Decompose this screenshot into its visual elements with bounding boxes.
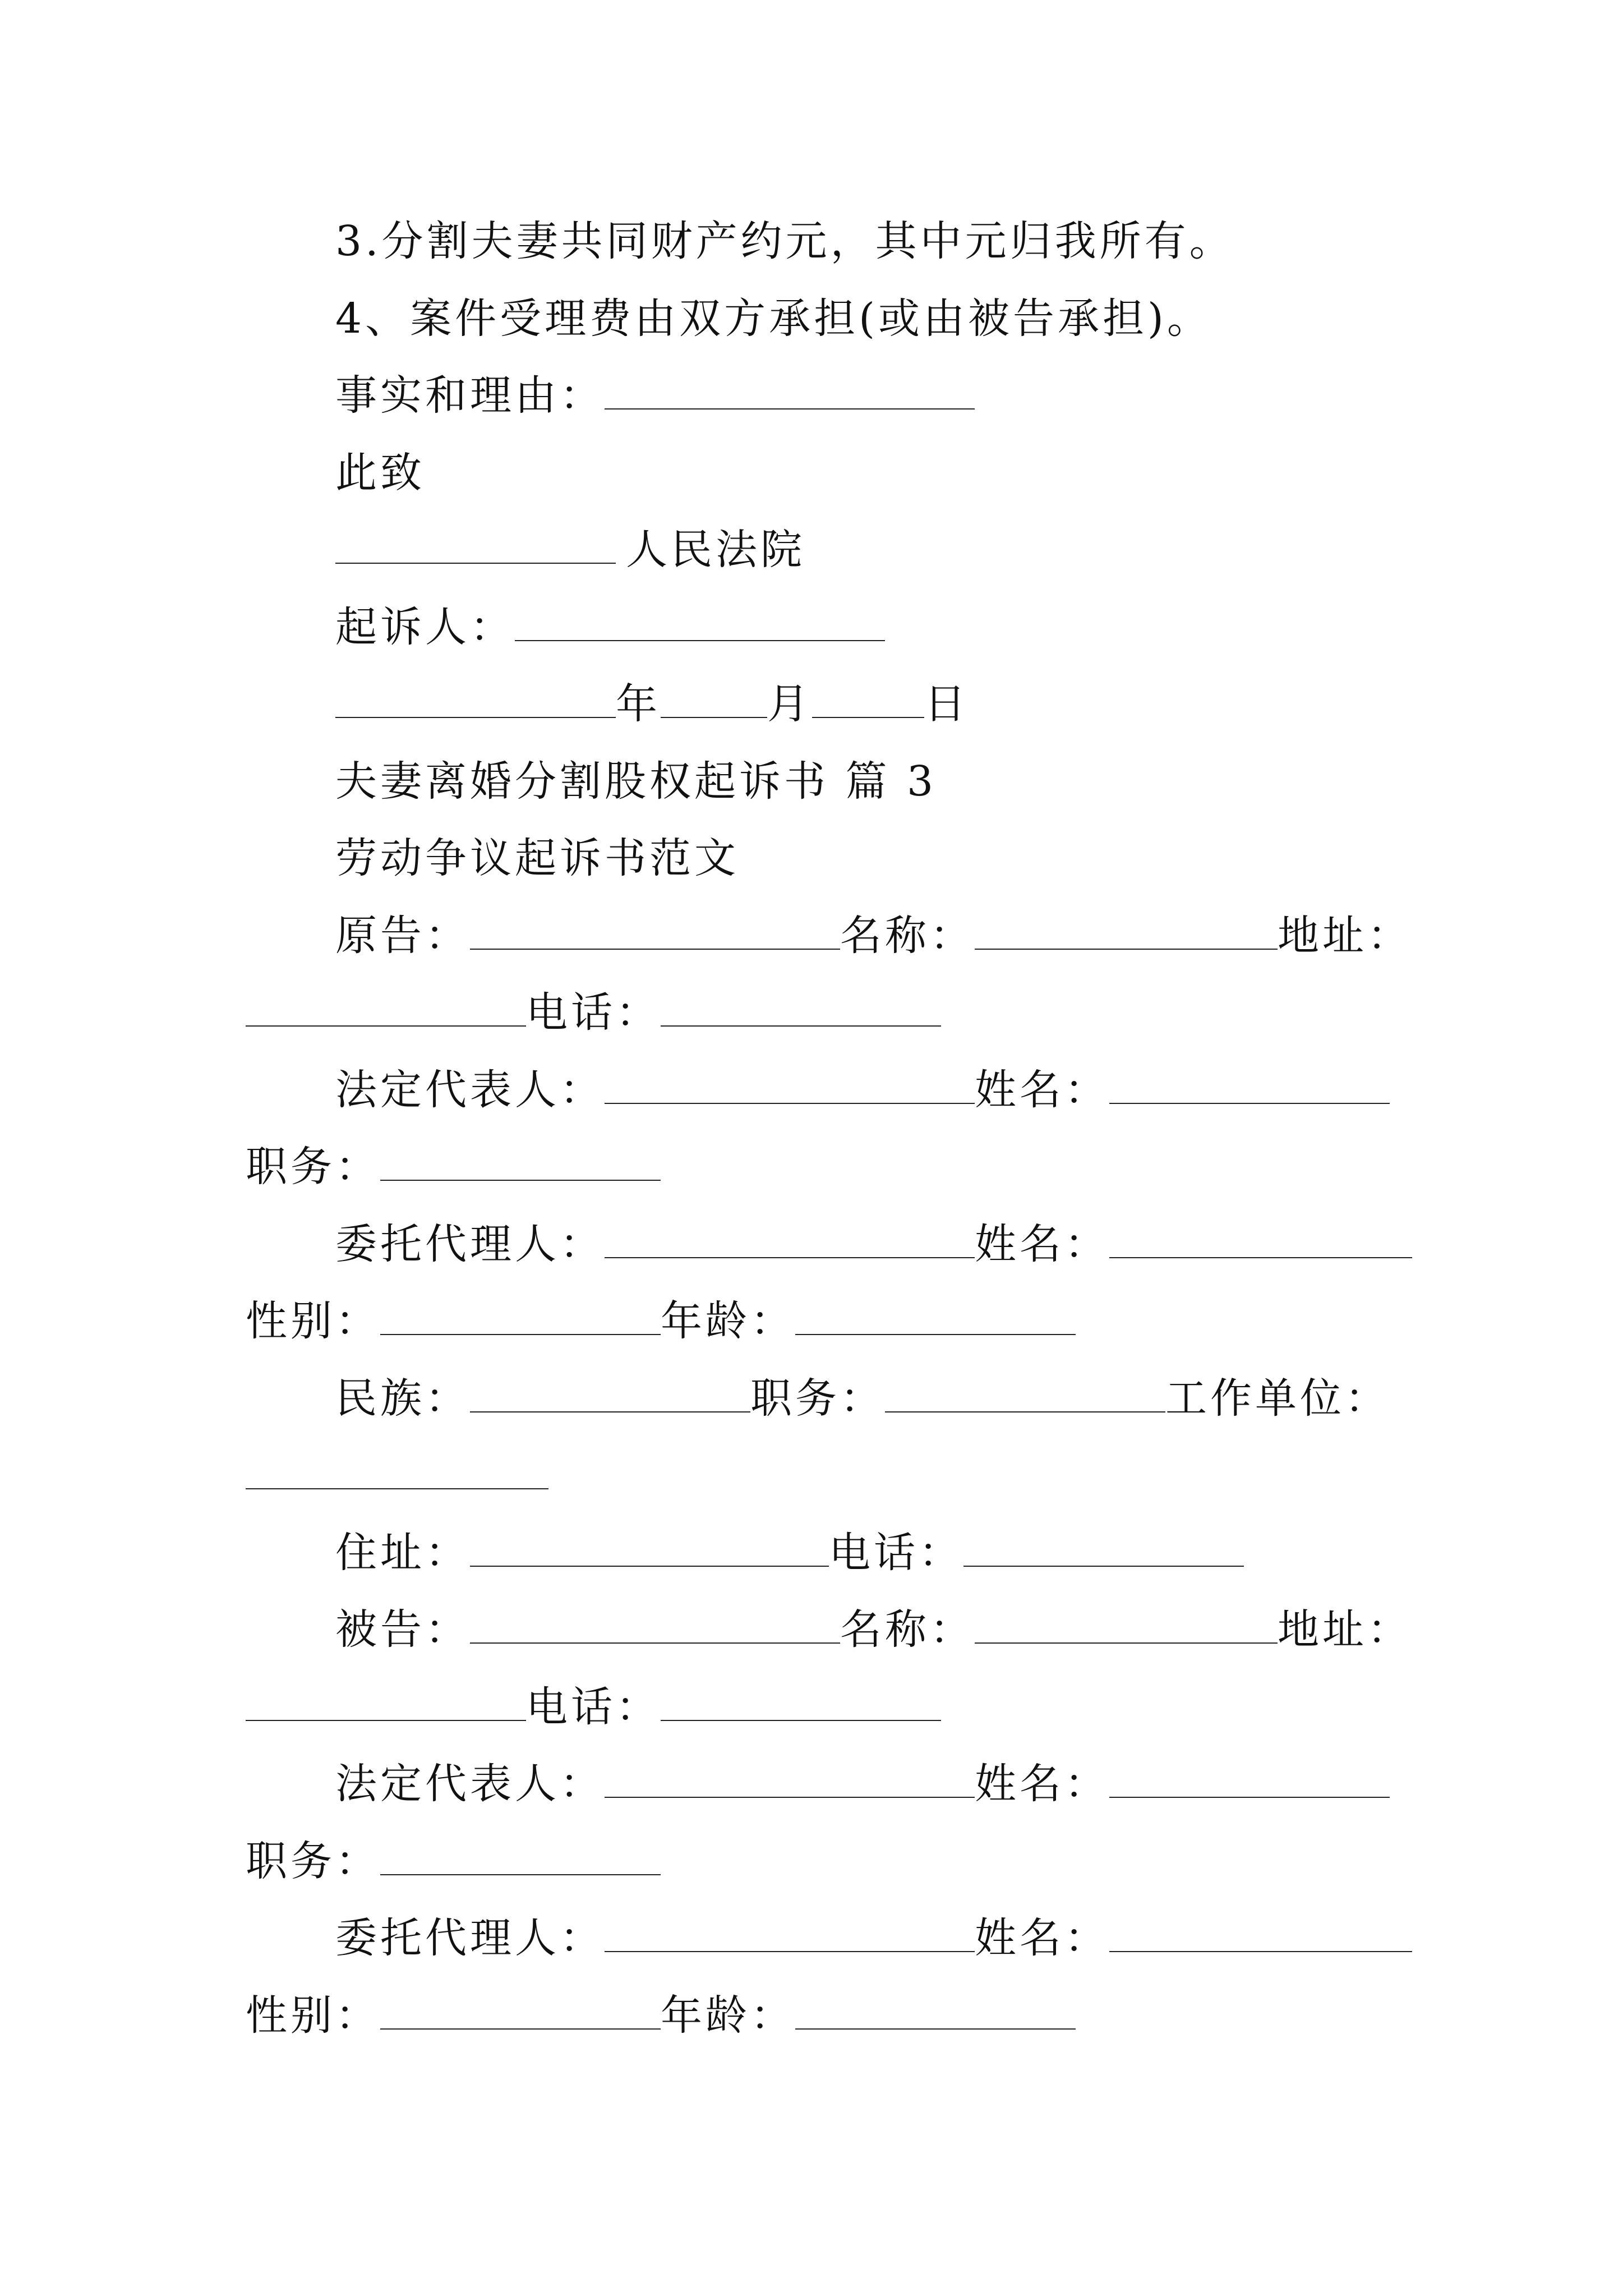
plaintiff-agent-row [335,1211,1412,1278]
day-label: 日 [924,680,969,728]
defendant-legal-rep-row [335,1750,1390,1818]
defendant-agent-name-label: 姓名： [975,1914,1109,1962]
plaintiff-signature-row [335,593,885,661]
plaintiff-gender-blank [380,1299,661,1335]
plaintiff-gender-age-row [246,1287,1076,1355]
defendant-phone-row [246,1673,941,1741]
defendant-phone-label: 电话： [526,1683,661,1731]
month-blank [661,682,767,718]
plaintiff-legal-rep-row [335,1056,1390,1124]
plaintiff-agent-name-blank [1109,1222,1412,1258]
date-row [335,670,969,738]
facts-and-reasons-row [335,362,975,429]
section-heading [335,748,937,815]
defendant-person-name-blank [1109,1762,1390,1798]
plaintiff-name-label: 名称： [840,912,975,960]
plaintiff-residence-label: 住址： [335,1529,470,1577]
plaintiff-legal-rep-label: 法定代表人： [335,1066,605,1114]
defendant-gender-blank [380,1994,661,2030]
plaintiff-legal-rep-blank [605,1068,975,1104]
defendant-phone-blank [661,1685,941,1721]
plaintiff-ethnicity-label: 民族： [335,1374,470,1423]
year-blank [335,682,616,718]
section-heading-text: 夫妻离婚分割股权起诉书 篇 3 [335,757,937,806]
plaintiff-phone-label: 电话： [526,988,661,1037]
defendant-name-label: 名称： [840,1605,975,1654]
paragraph-property-division [335,208,1234,275]
year-label: 年 [616,680,661,728]
defendant-legal-rep-label: 法定代表人： [335,1760,605,1808]
plaintiff-residence-blank [470,1531,829,1567]
plaintiff-address-blank [246,991,526,1027]
defendant-position-blank [380,1839,661,1875]
court-row [335,516,805,583]
defendant-agent-label: 委托代理人： [335,1914,605,1962]
text-property-division: 3.分割夫妻共同财产约元，其中元归我所有。 [335,217,1234,265]
plaintiff-signature-blank [515,605,885,641]
plaintiff-person-name-label: 姓名： [975,1066,1109,1114]
plaintiff-phone-blank [661,991,941,1027]
plaintiff-ethnicity-row [335,1365,1390,1432]
defendant-agent-name-blank [1109,1916,1412,1952]
plaintiff-workplace-row [246,1442,548,1509]
day-blank [812,682,924,718]
plaintiff-residence-phone-label: 电话： [829,1529,963,1577]
defendant-address-label: 地址： [1278,1605,1412,1654]
plaintiff-residence-phone-blank [963,1531,1244,1567]
plaintiff-workplace-blank [246,1453,548,1489]
defendant-gender-label: 性别： [246,1991,380,2040]
plaintiff-position-label: 职务： [246,1143,380,1191]
plaintiff-age-blank [795,1299,1076,1335]
court-name-blank [335,528,616,564]
plaintiff-row [335,902,1412,969]
plaintiff-agent-position-blank [885,1377,1165,1412]
plaintiff-residence-row [335,1519,1244,1586]
plaintiff-label: 原告： [335,912,470,960]
plaintiff-ethnicity-blank [470,1377,750,1412]
defendant-row [335,1596,1412,1663]
plaintiff-agent-blank [605,1222,975,1258]
month-label: 月 [767,680,812,728]
defendant-position-row [246,1828,661,1895]
defendant-age-blank [795,1994,1076,2030]
plaintiff-phone-row [246,979,941,1046]
facts-and-reasons-label: 事实和理由： [335,371,605,420]
plaintiff-position-row [246,1133,661,1200]
salutation-text: 此致 [335,449,425,497]
paragraph-court-fees [335,285,1212,352]
plaintiff-signature-label: 起诉人： [335,603,515,651]
plaintiff-name-blank [975,914,1278,950]
text-court-fees: 4、案件受理费由双方承担(或由被告承担)。 [335,295,1212,343]
document-title [335,825,739,892]
plaintiff-age-label: 年龄： [661,1297,795,1345]
defendant-position-label: 职务： [246,1837,380,1885]
defendant-label: 被告： [335,1605,470,1654]
plaintiff-agent-position-label: 职务： [750,1374,885,1423]
document-title-text: 劳动争议起诉书范文 [335,834,739,882]
defendant-agent-blank [605,1916,975,1952]
defendant-agent-row [335,1904,1412,1972]
defendant-legal-rep-blank [605,1762,975,1798]
defendant-person-name-label: 姓名： [975,1760,1109,1808]
plaintiff-agent-name-label: 姓名： [975,1220,1109,1268]
plaintiff-agent-label: 委托代理人： [335,1220,605,1268]
salutation-row [335,439,425,507]
plaintiff-blank [470,914,840,950]
defendant-address-blank [246,1685,526,1721]
court-suffix-label: 人民法院 [626,526,805,574]
plaintiff-position-blank [380,1145,661,1181]
defendant-blank [470,1608,840,1644]
plaintiff-workplace-label: 工作单位： [1165,1374,1390,1423]
plaintiff-address-label: 地址： [1278,912,1412,960]
plaintiff-gender-label: 性别： [246,1297,380,1345]
defendant-gender-age-row [246,1982,1076,2049]
facts-and-reasons-blank [605,374,975,409]
defendant-age-label: 年龄： [661,1991,795,2040]
defendant-name-blank [975,1608,1278,1644]
plaintiff-person-name-blank [1109,1068,1390,1104]
